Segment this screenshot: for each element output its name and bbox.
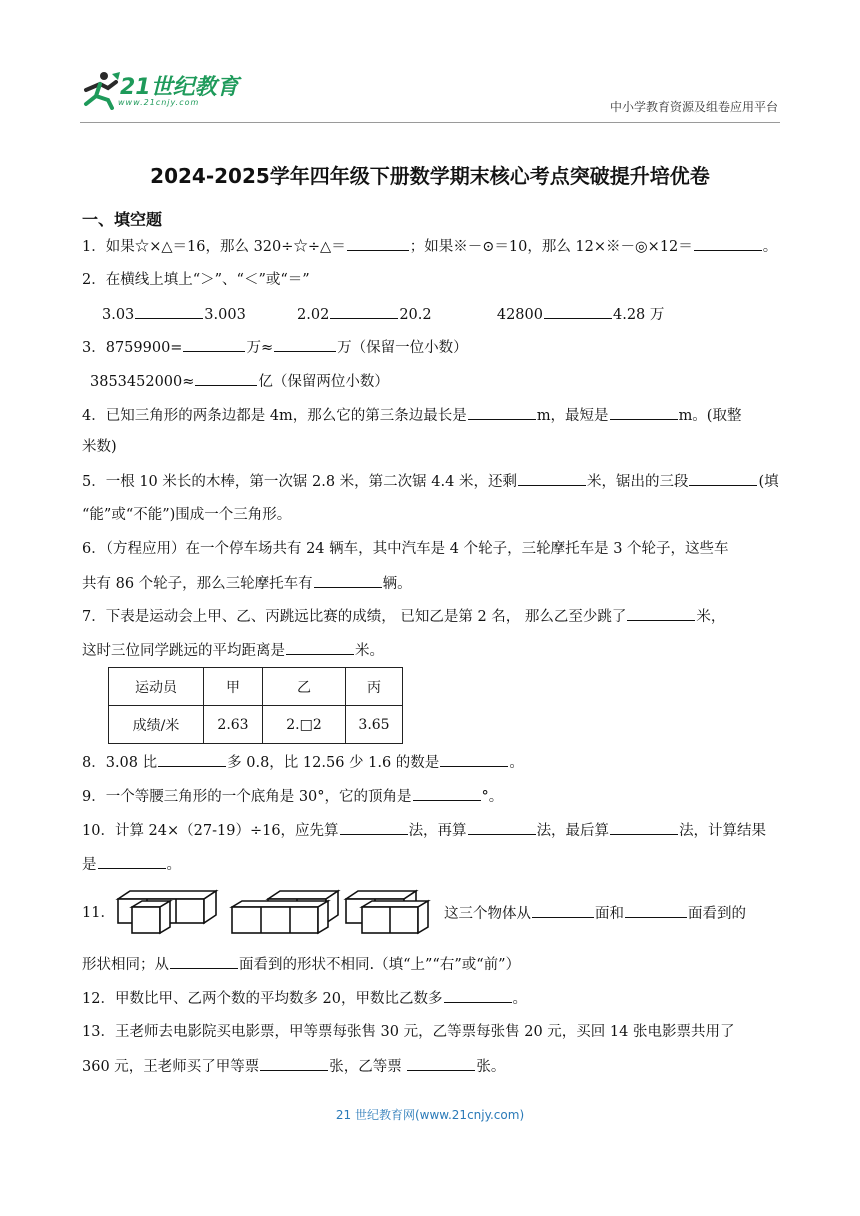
question-4-cont: 米数) <box>82 439 117 455</box>
question-13-cont <box>82 1056 505 1077</box>
q4-text-b: m，最短是 <box>536 408 609 424</box>
answer-blank[interactable] <box>286 640 354 655</box>
cube-figures <box>112 887 442 939</box>
question-2-items <box>102 304 664 325</box>
q11-text-d: 形状相同；从 <box>82 957 169 973</box>
table-cell: 3.65 <box>346 706 403 744</box>
platform-name: 中小学教育资源及组卷应用平台 <box>609 100 778 114</box>
q2-right-2: 20.2 <box>399 307 432 323</box>
q1-text-b: ；如果※－⊙＝10，那么 12×※－◎×12＝ <box>409 239 693 255</box>
logo-text: 21世纪教育 <box>120 75 239 100</box>
q11-text-c: 面看到的 <box>688 906 746 922</box>
q9-text-b: °。 <box>481 789 504 805</box>
answer-blank[interactable] <box>330 304 398 319</box>
q7-text-c: 这时三位同学跳远的平均距离是 <box>82 643 285 659</box>
answer-blank[interactable] <box>610 820 678 835</box>
answer-blank[interactable] <box>407 1056 475 1071</box>
q5-text-a: 5．一根 10 米长的木棒，第一次锯 2.8 米，第二次锯 4.4 米，还剩 <box>82 474 517 490</box>
answer-blank[interactable] <box>532 903 594 918</box>
q13-text-b: 360 元，王老师买了甲等票 <box>82 1059 260 1075</box>
q10-text-a: 10．计算 24×（27-19）÷16，应先算 <box>82 823 339 839</box>
q3-text-c: 万（保留一位小数） <box>337 340 468 356</box>
question-4 <box>82 405 741 426</box>
answer-blank[interactable] <box>340 820 408 835</box>
answer-blank[interactable] <box>440 752 508 767</box>
q10-text-d: 法，计算结果 <box>679 823 767 839</box>
q7-text-d: 米。 <box>355 643 384 659</box>
q10-text-f: 。 <box>166 857 181 873</box>
page-footer[interactable]: 21 世纪教育网(www.21cnjy.com) <box>335 1108 525 1122</box>
runner-icon <box>78 70 122 110</box>
q3-text-d: 3853452000≈ <box>90 374 195 390</box>
q13-text-c: 张，乙等票 <box>329 1059 407 1075</box>
table-header-cell: 丙 <box>346 668 403 706</box>
table-cell: 2.63 <box>204 706 263 744</box>
logo <box>78 70 248 112</box>
table-cell: 2.□2 <box>263 706 346 744</box>
q11-text-e: 面看到的形状不相同.（填“上”“右”或“前”） <box>239 957 521 973</box>
q4-text-a: 4．已知三角形的两条边都是 4m，那么它的第三条边最长是 <box>82 408 467 424</box>
q7-text-b: 米， <box>696 609 726 625</box>
question-8 <box>82 752 524 773</box>
q1-text-a: 1．如果☆×△＝16，那么 320÷☆÷△＝ <box>82 239 346 255</box>
table-cell: 成绩/米 <box>109 706 204 744</box>
q3-text-b: 万≈ <box>246 340 274 356</box>
answer-blank[interactable] <box>468 405 536 420</box>
table-row <box>109 706 403 744</box>
q7-text-a: 7．下表是运动会上甲、乙、丙跳远比赛的成绩， 已知乙是第 2 名， 那么乙至少跳了 <box>82 609 627 625</box>
answer-blank[interactable] <box>135 304 203 319</box>
answer-blank[interactable] <box>314 573 382 588</box>
q3-text-e: 亿（保留两位小数） <box>258 374 389 390</box>
table-header-cell: 运动员 <box>109 668 204 706</box>
question-3-part2 <box>90 371 389 392</box>
q8-text-b: 多 0.8，比 12.56 少 1.6 的数是 <box>227 755 440 771</box>
question-12 <box>82 988 527 1009</box>
q11-text-a: 这三个物体从 <box>444 906 531 922</box>
question-13: 13．王老师去电影院买电影票，甲等票每张售 30 元，乙等票每张售 20 元，买回 14 张电影票共用了 <box>82 1024 735 1040</box>
question-11-number: 11． <box>82 905 115 921</box>
answer-blank[interactable] <box>689 471 757 486</box>
q12-text-b: 。 <box>512 991 528 1007</box>
q5-text-c: (填 <box>758 474 779 490</box>
question-11-cont <box>82 954 520 975</box>
page-header <box>0 0 860 125</box>
question-5 <box>82 471 779 492</box>
q10-text-c: 法，最后算 <box>536 823 610 839</box>
question-2: 2．在横线上填上“＞”、“＜”或“＝” <box>82 272 310 288</box>
answer-blank[interactable] <box>468 820 536 835</box>
question-10 <box>82 820 766 841</box>
table-header-cell: 甲 <box>204 668 263 706</box>
question-1 <box>82 236 777 257</box>
q2-right-3: 4.28 万 <box>612 307 665 323</box>
score-table <box>108 667 403 744</box>
answer-blank[interactable] <box>444 988 512 1003</box>
q8-text-c: 。 <box>509 755 524 771</box>
question-10-cont <box>82 854 181 875</box>
section-heading: 一、填空题 <box>82 210 163 229</box>
answer-blank[interactable] <box>260 1056 328 1071</box>
q5-text-b: 米，锯出的三段 <box>586 474 689 490</box>
answer-blank[interactable] <box>98 854 166 869</box>
question-7 <box>82 606 725 627</box>
q2-right-1: 3.003 <box>204 307 246 323</box>
q6-text-b: 共有 86 个轮子，那么三轮摩托车有 <box>82 576 313 592</box>
answer-blank[interactable] <box>627 606 695 621</box>
q6-text-c: 辆。 <box>382 576 412 592</box>
page-title: 2024-2025学年四年级下册数学期末核心考点突破提升培优卷 <box>150 164 710 188</box>
question-3 <box>82 337 468 358</box>
q8-text-a: 8．3.08 比 <box>82 755 158 771</box>
table-row <box>109 668 403 706</box>
question-5-cont: “能”或“不能”)围成一个三角形。 <box>82 507 292 523</box>
logo-url: www.21cnjy.com <box>118 98 200 107</box>
answer-blank[interactable] <box>195 371 257 386</box>
table-header-cell: 乙 <box>263 668 346 706</box>
answer-blank[interactable] <box>694 236 762 251</box>
answer-blank[interactable] <box>274 337 336 352</box>
question-9 <box>82 786 503 807</box>
q10-text-b: 法，再算 <box>408 823 467 839</box>
answer-blank[interactable] <box>625 903 687 918</box>
q4-text-c: m。(取整 <box>678 408 742 424</box>
answer-blank[interactable] <box>544 304 612 319</box>
question-6: 6．（方程应用）在一个停车场共有 24 辆车，其中汽车是 4 个轮子，三轮摩托车是 3 个轮子，这些车 <box>82 541 729 557</box>
answer-blank[interactable] <box>170 954 238 969</box>
answer-blank[interactable] <box>183 337 245 352</box>
cube-figure-1 <box>118 891 216 933</box>
q11-text-b: 面和 <box>595 906 624 922</box>
answer-blank[interactable] <box>413 786 481 801</box>
answer-blank[interactable] <box>347 236 409 251</box>
question-7-cont <box>82 640 384 661</box>
q2-left-1: 3.03 <box>102 307 135 323</box>
q9-text-a: 9．一个等腰三角形的一个底角是 30°，它的顶角是 <box>82 789 412 805</box>
q12-text-a: 12．甲数比甲、乙两个数的平均数多 20，甲数比乙数多 <box>82 991 443 1007</box>
q2-left-2: 2.02 <box>297 307 330 323</box>
answer-blank[interactable] <box>610 405 678 420</box>
q10-text-e: 是 <box>82 857 97 873</box>
cube-figure-2 <box>232 891 338 933</box>
question-6-cont <box>82 573 412 594</box>
question-11 <box>444 903 746 924</box>
answer-blank[interactable] <box>518 471 586 486</box>
answer-blank[interactable] <box>158 752 226 767</box>
q1-text-c: 。 <box>762 239 778 255</box>
q2-left-3: 42800 <box>496 307 543 323</box>
q13-text-d: 张。 <box>476 1059 506 1075</box>
header-divider <box>80 122 780 123</box>
cube-figure-3 <box>346 891 428 933</box>
q3-text-a: 3．8759900= <box>82 340 183 356</box>
